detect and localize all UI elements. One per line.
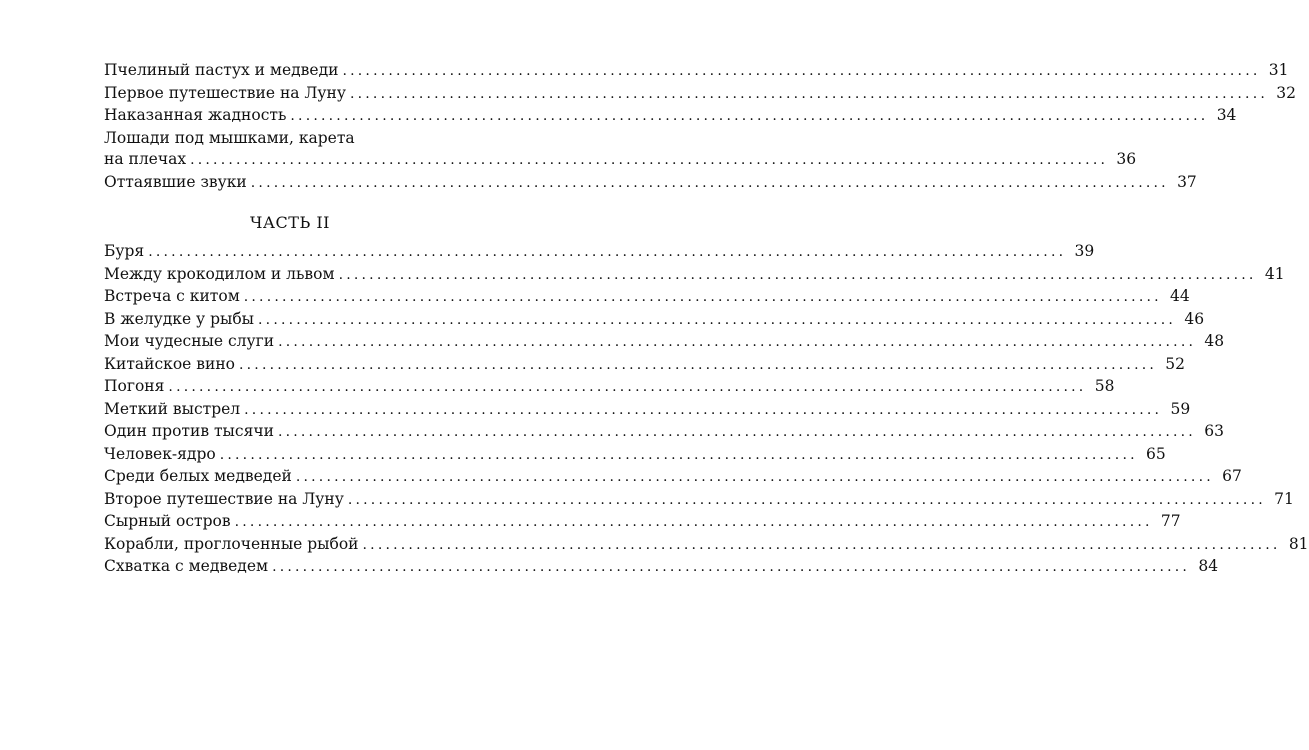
toc-entry-title: Буря (104, 242, 145, 260)
page-number: 41 (1264, 264, 1285, 283)
toc-entry-title: Мои чудесные слуги (104, 332, 275, 350)
dot-leader: ........................................................................................................................ (219, 446, 1138, 463)
toc-entry[interactable] (104, 466, 1242, 489)
toc-entry[interactable] (104, 511, 1181, 534)
toc-entry[interactable] (104, 60, 1289, 83)
toc-entry-line (104, 172, 1197, 195)
page-number: 48 (1204, 332, 1225, 350)
page-number: 84 (1198, 557, 1219, 575)
dot-leader: ........................................................................................................................ (290, 108, 1209, 124)
toc-entry-line (104, 354, 1186, 377)
toc-entry-title: Сырный остров (104, 512, 231, 530)
toc-entry[interactable] (104, 444, 1166, 467)
toc-entry-title: В желудке у рыбы (104, 309, 255, 328)
toc-entry-line (104, 105, 1237, 128)
toc-entry[interactable] (104, 421, 1224, 444)
toc-entry[interactable] (104, 83, 1296, 106)
toc-entry-line (104, 83, 1296, 106)
toc-entry-title: Среди белых медведей (104, 467, 292, 485)
dot-leader: ........................................................................................................................ (258, 311, 1177, 328)
toc-entry-title: Схватка с медведем (104, 557, 269, 575)
toc-entry-line (104, 511, 1181, 534)
toc-entry-line (104, 286, 1190, 309)
dot-leader: ........................................................................................................................ (277, 424, 1196, 440)
toc-entry[interactable] (104, 128, 1137, 172)
dot-leader: ........................................................................................................................ (239, 356, 1158, 373)
toc-entry-line (104, 149, 1137, 172)
toc-entry[interactable] (104, 172, 1197, 195)
toc-part-1 (104, 60, 1296, 194)
page-number: 59 (1170, 399, 1191, 418)
toc-entry-line (104, 264, 1285, 287)
dot-leader: ........................................................................................................................ (243, 289, 1162, 305)
toc-entry-title: Оттаявшие звуки (104, 172, 247, 191)
toc-entry-title: Пчелиный пастух и медведи (104, 61, 339, 79)
toc-entry-line (104, 489, 1294, 512)
dot-leader: ........................................................................................................................ (272, 559, 1191, 575)
toc-entry-title: Между крокодилом и львом (104, 264, 335, 283)
toc-entry-title: Погоня (104, 377, 165, 395)
toc-entry[interactable] (104, 286, 1190, 309)
toc-entry[interactable] (104, 489, 1294, 512)
toc-entry[interactable] (104, 354, 1186, 377)
toc-entry-line (104, 421, 1224, 444)
toc-entry-title: на плечах (104, 150, 187, 168)
page-number: 77 (1160, 512, 1181, 530)
toc-entry[interactable] (104, 105, 1237, 128)
toc-entry-title: Китайское вино (104, 354, 235, 373)
toc-entry-title: Встреча с китом (104, 287, 240, 305)
page-number: 32 (1276, 83, 1296, 102)
page-number: 31 (1268, 61, 1289, 79)
page-number: 46 (1184, 309, 1205, 328)
dot-leader: ........................................................................................................................ (250, 174, 1169, 191)
toc-entry-title: Человек-ядро (104, 444, 216, 463)
toc-entry-line (104, 556, 1219, 579)
dot-leader: ........................................................................................................................ (295, 469, 1214, 485)
page-number: 36 (1116, 150, 1137, 168)
toc-entry-title: Второе путешествие на Луну (104, 489, 344, 508)
toc-entry-line (104, 241, 1095, 264)
dot-leader: ........................................................................................................................ (342, 63, 1261, 79)
part-2-heading: ЧАСТЬ II (250, 213, 330, 232)
page-number: 44 (1170, 287, 1190, 305)
toc-entry[interactable] (104, 264, 1285, 287)
page-number: 81 (1288, 534, 1309, 553)
page-number: 58 (1094, 377, 1115, 395)
page-number: 65 (1146, 444, 1166, 463)
dot-leader: ........................................................................................................................ (338, 266, 1257, 283)
toc-entry-line (104, 331, 1225, 354)
dot-leader: ........................................................................................................................ (190, 152, 1109, 168)
table-of-contents (104, 60, 1309, 579)
toc-entry-line (104, 399, 1191, 422)
dot-leader: ........................................................................................................................ (349, 85, 1268, 102)
toc-part-2 (104, 241, 1309, 579)
dot-leader: ........................................................................................................................ (244, 401, 1163, 418)
toc-entry-line (104, 309, 1205, 332)
dot-leader: ........................................................................................................................ (168, 379, 1087, 395)
toc-entry-line (104, 376, 1115, 399)
page-number: 67 (1222, 467, 1242, 485)
toc-entry[interactable] (104, 534, 1309, 557)
dot-leader: ........................................................................................................................ (347, 491, 1266, 508)
toc-entry-line (104, 444, 1166, 467)
page-number: 39 (1074, 242, 1095, 260)
page-number: 71 (1274, 489, 1294, 508)
dot-leader: ........................................................................................................................ (278, 334, 1197, 350)
toc-entry[interactable] (104, 399, 1191, 422)
page-number: 52 (1165, 354, 1186, 373)
dot-leader: ........................................................................................................................ (234, 514, 1153, 530)
toc-entry[interactable] (104, 241, 1095, 264)
toc-entry[interactable] (104, 309, 1205, 332)
page-number: 63 (1204, 422, 1224, 440)
toc-entry-title: Корабли, проглоченные рыбой (104, 534, 359, 553)
toc-entry-title: Наказанная жадность (104, 106, 287, 124)
toc-entry-title-line: Лошади под мышками, карета (104, 128, 355, 147)
toc-entry-title: Один против тысячи (104, 422, 274, 440)
toc-entry[interactable] (104, 376, 1115, 399)
toc-entry-line (104, 534, 1309, 557)
toc-entry-title: Первое путешествие на Луну (104, 83, 346, 102)
page-number: 34 (1216, 106, 1237, 124)
page-number: 37 (1177, 172, 1197, 191)
toc-entry-title: Меткий выстрел (104, 399, 241, 418)
dot-leader: ........................................................................................................................ (362, 536, 1281, 553)
toc-entry-line (104, 466, 1242, 489)
toc-entry-line (104, 60, 1289, 83)
toc-entry[interactable] (104, 331, 1225, 354)
dot-leader: ........................................................................................................................ (148, 244, 1067, 260)
toc-entry[interactable] (104, 556, 1219, 579)
